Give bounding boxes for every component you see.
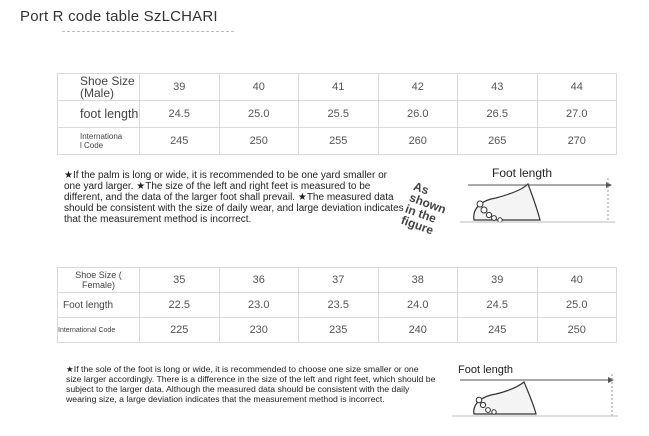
table-cell: 260 [378,128,458,155]
table-cell: 36 [219,268,299,293]
table-row [58,268,617,293]
table-row [58,293,617,318]
table-cell: 22.5 [140,293,220,318]
foot-length-label: Foot length [492,166,553,180]
table-cell: 41 [299,74,379,101]
table-row [58,74,617,101]
table-cell: 265 [458,128,538,155]
table-row [58,101,617,128]
table-cell: 26.5 [458,101,538,128]
table-cell: 255 [299,128,379,155]
row-label: Shoe Size (Male) [58,74,140,101]
table-cell: 250 [537,318,617,343]
foot-length-figure [399,160,625,238]
table-cell: 39 [458,268,538,293]
table-cell: 240 [378,318,458,343]
table-cell: 44 [537,74,617,101]
table-cell: 43 [458,74,538,101]
table-cell: 230 [219,318,299,343]
table-cell: 25.0 [537,293,617,318]
foot-length-figure-2 [448,360,623,426]
table-cell: 25.5 [299,101,379,128]
male-measurement-note: ★If the palm is long or wide, it is recommended to be one yard smaller or one yard larger. ★The size of the left and right feet is measured to be different, and the data of the larger foot shall prevail. ★The measured data should be consistent with the size of daily wear, and large deviation indicates that the measurement method is incorrect. [64,170,404,225]
table-cell: 40 [537,268,617,293]
row-label: Shoe Size ( Female) [58,268,140,293]
table-cell: 235 [299,318,379,343]
foot-length-label-2: Foot length [458,364,514,376]
table-cell: 26.0 [378,101,458,128]
female-size-table [57,267,617,343]
table-cell: 25.0 [219,101,299,128]
row-label: Internationa l Code [58,128,140,155]
table-cell: 39 [140,74,220,101]
table-cell: 37 [299,268,379,293]
table-cell: 24.0 [378,293,458,318]
table-cell: 23.5 [299,293,379,318]
male-size-table [57,73,617,155]
table-cell: 24.5 [140,101,220,128]
female-measurement-note: ★If the sole of the foot is long or wide, it is recommended to choose one size smaller or one size larger accordingly. There is a difference in the size of the left and right feet, which should be subject to the larger data. Although the measured data should be consistent with the daily wearing size, a large deviation indicates that the measurement method is incorrect. [66,364,436,404]
table-cell: 225 [140,318,220,343]
table-cell: 24.5 [458,293,538,318]
table-cell: 245 [140,128,220,155]
table-cell: 35 [140,268,220,293]
table-cell: 245 [458,318,538,343]
row-label: International Code [58,318,140,343]
table-row [58,128,617,155]
title-divider [62,31,234,32]
row-label: foot length [58,101,140,128]
row-label: Foot length [58,293,140,318]
table-cell: 27.0 [537,101,617,128]
table-cell: 23.0 [219,293,299,318]
table-row [58,318,617,343]
table-cell: 270 [537,128,617,155]
table-cell: 42 [378,74,458,101]
as-shown-text: As shown in the figure [399,179,448,238]
table-cell: 250 [219,128,299,155]
table-cell: 40 [219,74,299,101]
table-cell: 38 [378,268,458,293]
page-title: Port R code table SzLCHARI [20,8,218,25]
